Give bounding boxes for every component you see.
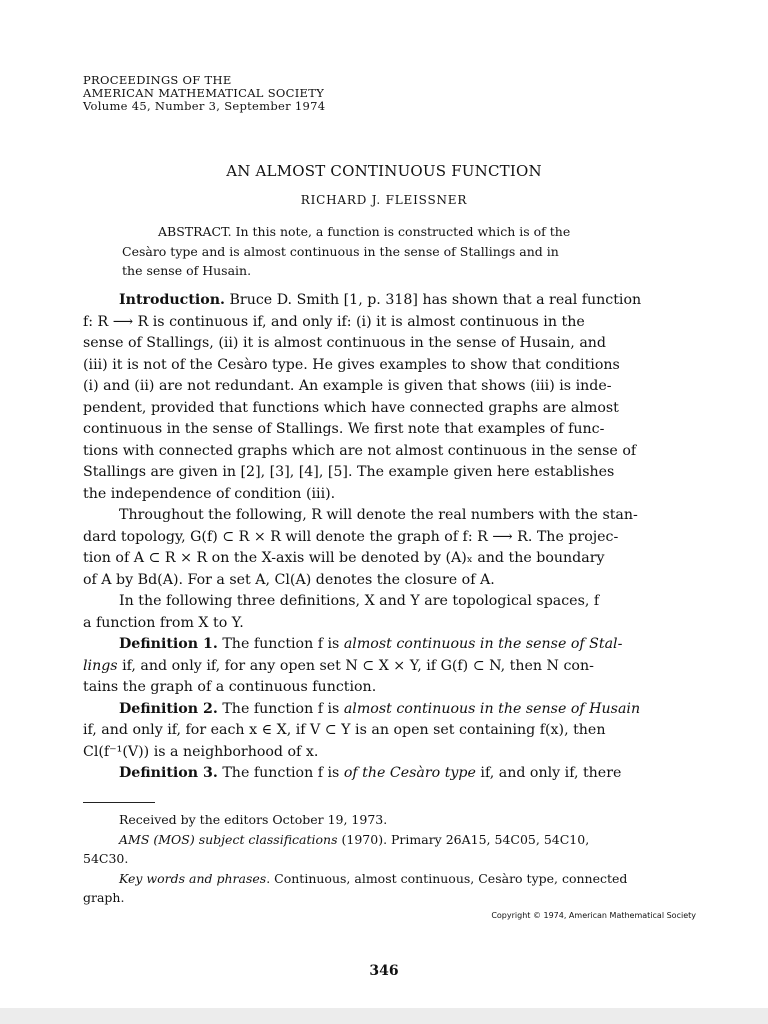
para2-line: Throughout the following, R will denote the real numbers with the stan- [119,507,638,523]
definition-2-heading: Definition 2. [119,700,218,717]
paper-title: AN ALMOST CONTINUOUS FUNCTION [226,162,542,180]
definition-2-line [83,699,703,721]
intro-line: the independence of condition (iii). [83,485,336,502]
definition-1-line [83,656,703,678]
para2-line: tion of A ⊂ R × R on the X-axis will be denoted by (A)ₓ and the boundary [83,550,605,566]
definition-2-text: The function f is [217,700,344,717]
definition-1-line [83,634,703,656]
intro-line: f: R ⟶ R is continuous if, and only if: (i) it is almost continuous in the [83,313,585,330]
footnote-ams-text: (1970). Primary 26A15, 54C05, 54C10, [337,831,590,847]
abstract-line: the sense of Husain. [122,263,252,278]
footnote-ams [83,830,708,850]
scan-bottom-bar [0,1008,768,1024]
intro-line: pendent, provided that functions which have connected graphs are almost [83,399,619,416]
abstract-line: Cesàro type and is almost continuous in the sense of Stallings and in [122,243,559,259]
definition-1-text: if, and only if, for any open set N ⊂ X × Y, if G(f) ⊂ N, then N con- [117,657,594,674]
para2-line: of A by Bd(A). For a set A, Cl(A) denotes the closure of A. [83,571,495,588]
definition-1-term-cont: lings [83,657,118,674]
definition-2-line: if, and only if, for each x ∈ X, if V ⊂ Y is an open set containing f(x), then [83,722,606,738]
definition-3-line [83,763,703,785]
definition-1-line: tains the graph of a continuous function. [83,679,377,695]
abstract [122,222,652,281]
definition-1-heading: Definition 1. [119,636,218,652]
para3-line: a function from X to Y. [83,614,244,631]
footnote-keywords-cont: graph. [83,890,125,905]
definition-1-term: almost continuous in the sense of Stal- [343,636,623,652]
intro-line: Stallings are given in [2], [3], [4], [5]. The example given here establishes [83,464,615,480]
intro-first-line [83,290,703,312]
abstract-line: ABSTRACT. In this note, a function is constructed which is of the [158,224,571,239]
definition-2-line: Cl(f⁻¹(V)) is a neighborhood of x. [83,743,319,760]
intro-heading: Introduction. [119,292,225,308]
definition-3-text: if, and only if, there [475,765,622,781]
intro-line: continuous in the sense of Stallings. We first note that examples of func- [83,421,605,437]
paper-author: RICHARD J. FLEISSNER [300,193,468,207]
footnote-keywords [83,869,708,889]
footnote-ams-cont: 54C30. [83,851,129,866]
para3-line: In the following three definitions, X and Y are topological spaces, f [119,593,600,609]
para2-line: dard topology, G(f) ⊂ R × R will denote the graph of f: R ⟶ R. The projec- [83,528,619,545]
intro-line: tions with connected graphs which are not almost continuous in the sense of [83,442,637,459]
definition-2-term: almost continuous in the sense of Husain [343,700,641,717]
journal-volume: Volume 45, Number 3, September 1974 [83,99,326,113]
intro-line: sense of Stallings, (ii) it is almost continuous in the sense of Husain, and [83,335,606,351]
journal-header [83,74,325,113]
page-number: 346 [369,963,399,979]
footnotes [83,810,708,908]
journal-name-line1: PROCEEDINGS OF THE [83,73,232,87]
footnote-keywords-text: . Continuous, almost continuous, Cesàro type, connected [266,870,628,886]
intro-line: Bruce D. Smith [1, p. 318] has shown that a real function [224,292,642,308]
definition-3-term: of the Cesàro type [343,765,476,781]
definition-1-text: The function f is [217,636,344,652]
definition-3-heading: Definition 3. [119,765,218,781]
journal-name-line2: AMERICAN MATHEMATICAL SOCIETY [83,86,325,100]
footnote-keywords-label: Key words and phrases [119,870,267,886]
footnote-ams-label: AMS (MOS) subject classifications [119,831,338,847]
intro-line: (iii) it is not of the Cesàro type. He gives examples to show that conditions [83,356,620,373]
definition-3-text: The function f is [217,765,344,781]
footnote-received: Received by the editors October 19, 1973. [119,812,388,827]
intro-line: (i) and (ii) are not redundant. An example is given that shows (iii) is inde- [83,378,612,394]
copyright-notice: Copyright © 1974, American Mathematical Society [491,911,696,920]
body-text [83,290,703,785]
footnote-rule [83,802,155,803]
